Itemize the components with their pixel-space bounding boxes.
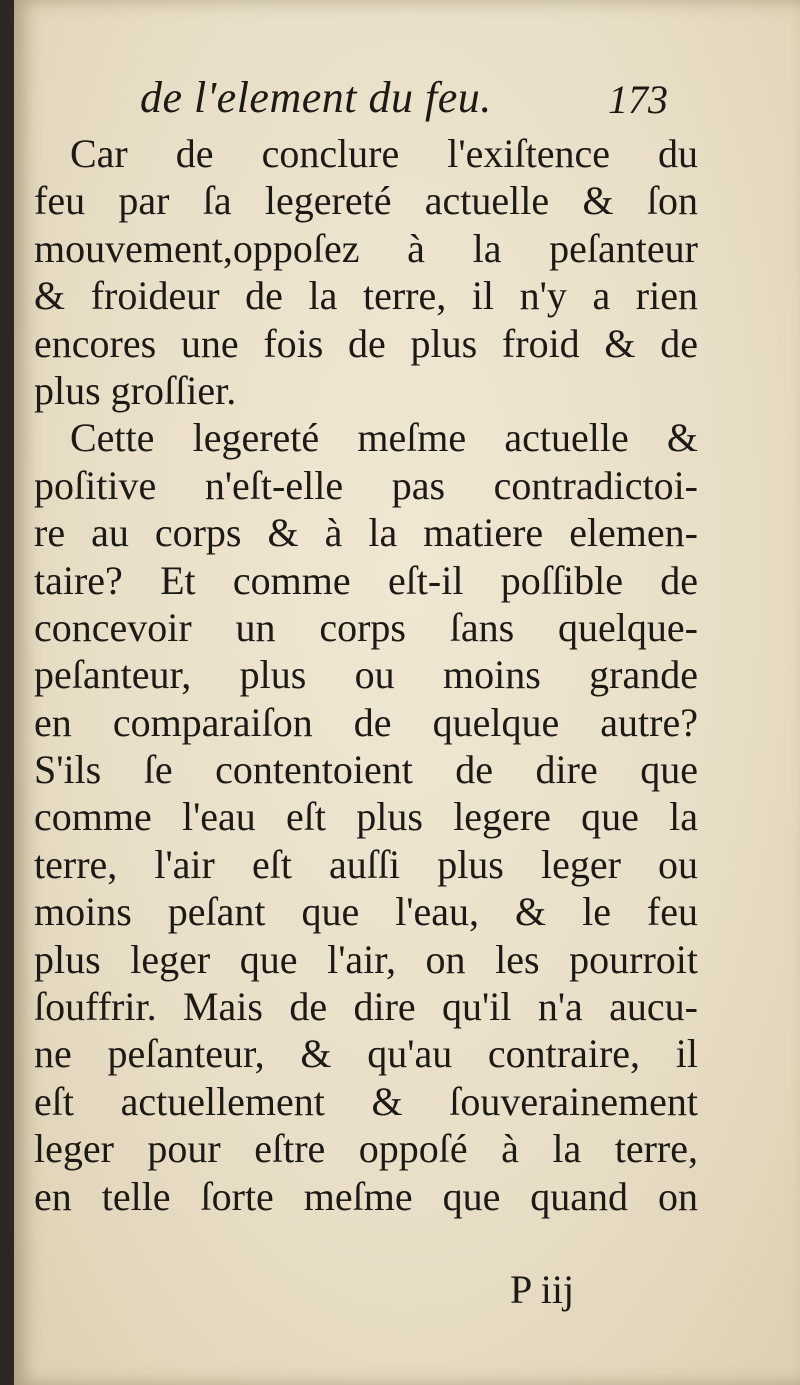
- text-line: en telle ſorte meſme que quand on: [34, 1173, 698, 1219]
- text-line: re au corps & à la matiere elemen-: [34, 510, 698, 556]
- text-line: & froideur de la terre, il n'y a rien: [34, 273, 698, 319]
- text-line: Cette legereté meſme actuelle &: [70, 415, 698, 461]
- text-line: leger pour eſtre oppoſé à la terre,: [34, 1126, 698, 1172]
- body-text: [34, 130, 698, 1220]
- text-line: eſt actuellement & ſouverainement: [34, 1078, 698, 1124]
- text-line: plus leger que l'air, on les pourroit: [34, 936, 698, 982]
- text-line: plus groſſier.: [34, 367, 237, 413]
- page-header: [14, 72, 800, 132]
- text-line: comme l'eau eſt plus legere que la: [34, 794, 698, 840]
- text-line: ne peſanteur, & qu'au contraire, il: [34, 1031, 698, 1077]
- paragraph: [34, 130, 698, 414]
- text-line: terre, l'air eſt auſſi plus leger ou: [34, 841, 698, 887]
- text-line: taire? Et comme eſt-il poſſible de: [34, 557, 698, 603]
- text-line: peſanteur, plus ou moins grande: [34, 652, 698, 698]
- text-line: mouvement,oppoſez à la peſanteur: [34, 225, 698, 271]
- paragraph: [34, 414, 698, 1220]
- text-line: S'ils ſe contentoient de dire que: [34, 747, 698, 793]
- text-line: poſitive n'eſt-elle pas contradictoi-: [34, 462, 698, 508]
- text-line: en comparaiſon de quelque autre?: [34, 699, 698, 745]
- text-line: encores une fois de plus froid & de: [34, 320, 698, 366]
- text-line: Car de conclure l'exiſtence du: [70, 131, 698, 176]
- running-title: de l'element du feu.: [140, 73, 492, 122]
- text-line: moins peſant que l'eau, & le feu: [34, 889, 698, 935]
- text-line: concevoir un corps ſans quelque-: [34, 604, 698, 650]
- page-number: 173: [608, 77, 668, 122]
- book-page: [14, 0, 800, 1385]
- text-line: feu par ſa legereté actuelle & ſon: [34, 178, 698, 224]
- text-line: ſouffrir. Mais de dire qu'il n'a aucu-: [34, 984, 698, 1030]
- signature-mark: P iij: [510, 1267, 575, 1312]
